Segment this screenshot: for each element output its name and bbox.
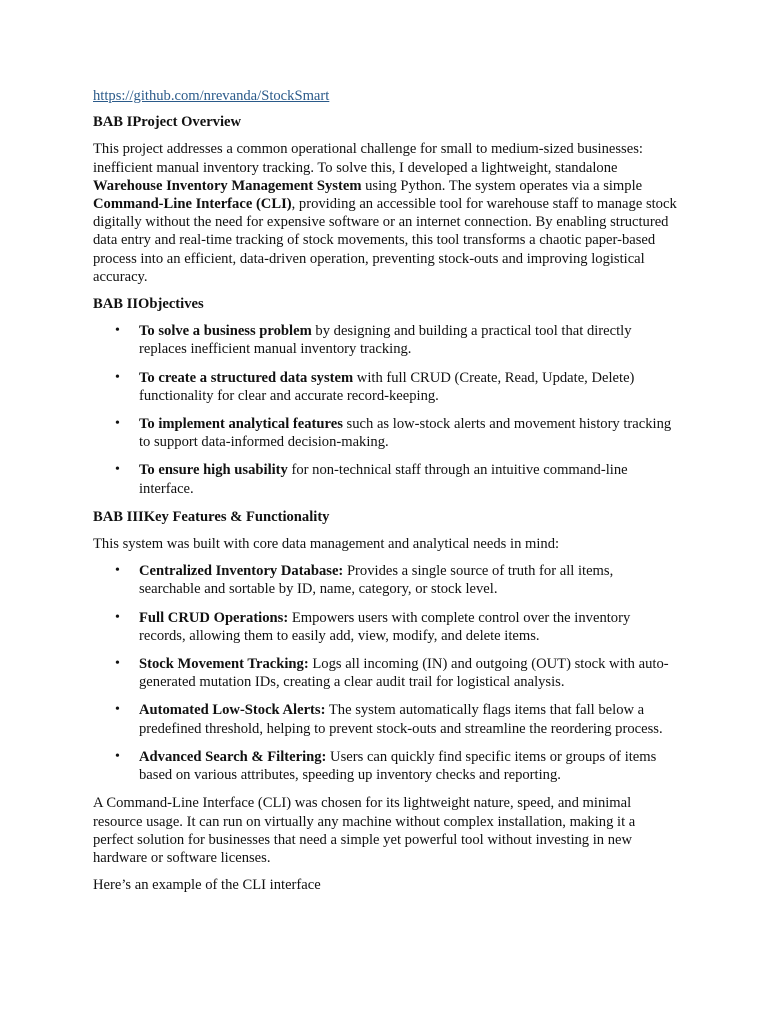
list-item-text: Logs all incoming (IN) and outgoing (OUT) stock with auto-generated mutation IDs, creating a clear audit trail for logistical analysis. — [139, 656, 669, 691]
bullet-icon: • — [115, 609, 120, 625]
list-item-bold: To create a structured data system — [139, 369, 354, 386]
bullet-icon: • — [115, 462, 120, 478]
section-heading-overview: BAB IProject Overview — [93, 114, 242, 131]
list-item-bold: Centralized Inventory Database: — [139, 563, 344, 580]
list-item-text: such as low-stock alerts and movement history tracking to support data-informed decision-making. — [139, 416, 672, 451]
overview-bold-1: Warehouse Inventory Management System — [93, 177, 362, 194]
list-item — [93, 748, 678, 784]
list-item-text: Users can quickly find specific items or groups of items based on various attributes, speeding up inventory checks and reporting. — [139, 748, 657, 784]
overview-bold-2: Command-Line Interface (CLI) — [93, 196, 292, 213]
section-heading-objectives: BAB IIObjectives — [93, 296, 204, 313]
list-item-text: Empowers users with complete control over the inventory records, allowing them to easily add, view, modify, and delete items. — [139, 609, 631, 644]
list-item-text: The system automatically flags items that fall below a predefined threshold, helping to prevent stock-outs and streamline the reordering process. — [139, 702, 663, 737]
list-item-text: for non-technical staff through an intuitive command-line interface. — [139, 462, 628, 497]
list-item — [93, 461, 678, 497]
overview-paragraph — [93, 140, 678, 286]
bullet-icon: • — [115, 656, 120, 672]
cli-example-caption: Here’s an example of the CLI interface — [93, 877, 321, 894]
bullet-icon: • — [115, 748, 120, 764]
features-intro: This system was built with core data management and analytical needs in mind: — [93, 536, 560, 553]
list-item — [93, 655, 678, 691]
section-heading-features: BAB IIIKey Features & Functionality — [93, 508, 330, 525]
overview-text-3: , providing an accessible tool for warehouse staff to manage stock digitally without the need for expensive software or an internet connection. By enabling structured data entry and real-time tracking of stock movements, this tool transforms a chaotic paper-based process into an efficient, data-driven operation, preventing stock-outs and improving logistical accuracy. — [93, 196, 677, 285]
bullet-icon: • — [115, 323, 120, 339]
list-item — [93, 701, 678, 737]
overview-text-2: using Python. The system operates via a simple — [361, 177, 643, 194]
objectives-list — [93, 322, 678, 498]
list-item — [93, 609, 678, 645]
list-item-bold: Automated Low-Stock Alerts: — [139, 702, 326, 719]
bullet-icon: • — [115, 702, 120, 718]
list-item-text: with full CRUD (Create, Read, Update, Delete) functionality for clear and accurate record-keeping. — [139, 369, 635, 404]
list-item-bold: Full CRUD Operations: — [139, 609, 289, 626]
bullet-icon: • — [115, 563, 120, 579]
list-item — [93, 369, 678, 405]
list-item — [93, 322, 678, 358]
bullet-icon: • — [115, 369, 120, 385]
list-item — [93, 415, 678, 451]
bullet-icon: • — [115, 416, 120, 432]
overview-text-1: This project addresses a common operational challenge for small to medium-sized businesses: inefficient manual inventory tracking. To solve this, I developed a lightweight, standalone — [93, 141, 643, 176]
list-item-bold: To implement analytical features — [139, 416, 343, 433]
list-item-bold: Advanced Search & Filtering: — [139, 748, 327, 765]
list-item-text: Provides a single source of truth for all items, searchable and sortable by ID, name, category, or stock level. — [139, 563, 614, 598]
cli-rationale-paragraph: A Command-Line Interface (CLI) was chosen for its lightweight nature, speed, and minimal resource usage. It can run on virtually any machine without complex installation, making it a perfect solution for businesses that need a simple yet powerful tool without investing in new hardware or software licenses. — [93, 795, 636, 866]
github-link[interactable]: https://github.com/nrevanda/StockSmart — [93, 88, 330, 104]
list-item-bold: To ensure high usability — [139, 462, 288, 479]
list-item-bold: Stock Movement Tracking: — [139, 656, 309, 673]
features-list — [93, 562, 678, 784]
list-item-bold: To solve a business problem — [139, 323, 312, 340]
list-item — [93, 562, 678, 598]
list-item-text: by designing and building a practical tool that directly replaces inefficient manual inventory tracking. — [139, 323, 632, 358]
